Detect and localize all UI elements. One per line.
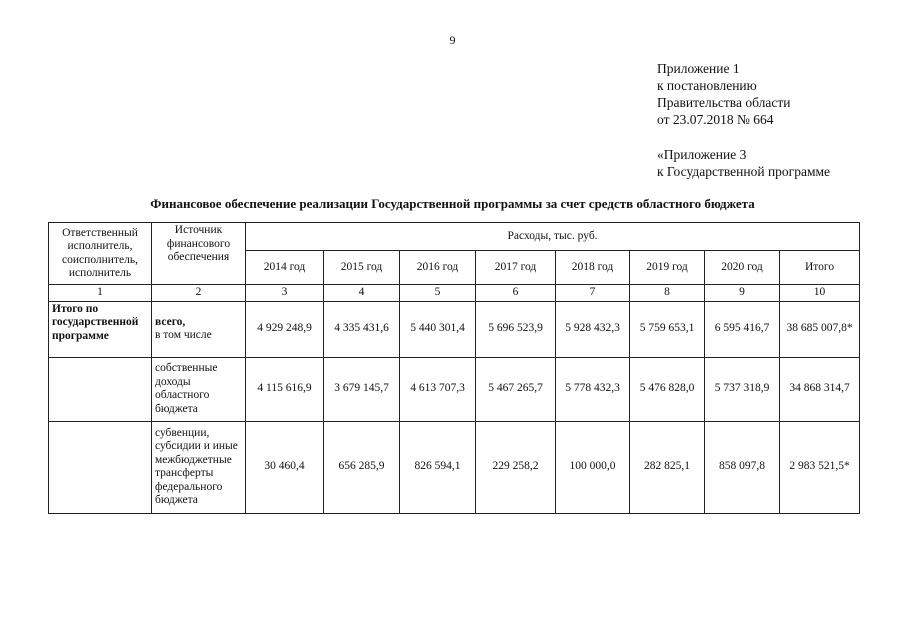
header-year: 2017 год [476,251,556,285]
column-number: 1 [49,285,152,302]
column-number: 6 [476,285,556,302]
value-cell: 656 285,9 [324,421,400,513]
value-cell: 4 115 616,9 [246,357,324,421]
value-cell: 229 258,2 [476,421,556,513]
value-cell: 5 696 523,9 [476,301,556,357]
header-year: 2015 год [324,251,400,285]
column-number: 3 [246,285,324,302]
value-cell: 826 594,1 [400,421,476,513]
total-cell: 38 685 007,8* [780,301,860,357]
total-cell: 34 868 314,7 [780,357,860,421]
appendix-line: Правительства области [657,95,791,110]
appendix-line: Приложение 1 [657,61,740,76]
appendix-line: к Государственной программе [657,164,831,179]
value-cell: 4 929 248,9 [246,301,324,357]
executor-cell [49,357,152,421]
column-number: 9 [705,285,780,302]
value-cell: 3 679 145,7 [324,357,400,421]
column-number: 2 [152,285,246,302]
appendix-line: к постановлению [657,78,757,93]
value-cell: 6 595 416,7 [705,301,780,357]
source-cell: собственные доходы областного бюджета [152,357,246,421]
column-number: 8 [630,285,705,302]
header-executor: Ответственный исполнитель, соисполнитель, исполнитель [49,223,152,285]
header-expenses: Расходы, тыс. руб. [246,223,860,251]
appendix-block [657,60,830,180]
value-cell: 30 460,4 [246,421,324,513]
value-cell: 5 928 432,3 [556,301,630,357]
value-cell: 4 613 707,3 [400,357,476,421]
header-year: 2019 год [630,251,705,285]
source-cell: субвенции, субсидии и иные межбюджетные трансферты федерального бюджета [152,421,246,513]
column-number-row [49,285,860,302]
table-row [49,421,860,513]
column-number: 4 [324,285,400,302]
header-source: Источник финансового обеспечения [152,223,246,285]
table-row [49,301,860,357]
source-text: в том числе [155,329,212,341]
total-cell: 2 983 521,5* [780,421,860,513]
header-row [49,223,860,251]
table-row [49,357,860,421]
header-year: 2014 год [246,251,324,285]
value-cell: 858 097,8 [705,421,780,513]
value-cell: 5 467 265,7 [476,357,556,421]
value-cell: 100 000,0 [556,421,630,513]
value-cell: 282 825,1 [630,421,705,513]
column-number: 5 [400,285,476,302]
column-number: 7 [556,285,630,302]
executor-cell [49,421,152,513]
document-title: Финансовое обеспечение реализации Государственной программы за счет средств областного бюджета [150,196,755,211]
source-cell [152,301,246,357]
value-cell: 5 759 653,1 [630,301,705,357]
value-cell: 4 335 431,6 [324,301,400,357]
appendix-line: «Приложение 3 [657,147,747,162]
header-total: Итого [780,251,860,285]
page-number: 9 [449,33,456,47]
header-year: 2016 год [400,251,476,285]
executor-cell: Итого по государственной программе [49,301,152,357]
column-number: 10 [780,285,860,302]
value-cell: 5 737 318,9 [705,357,780,421]
header-year: 2018 год [556,251,630,285]
source-bold: всего, [155,315,186,328]
appendix-line: от 23.07.2018 № 664 [657,112,774,127]
finance-table [48,222,860,514]
value-cell: 5 440 301,4 [400,301,476,357]
value-cell: 5 778 432,3 [556,357,630,421]
header-year: 2020 год [705,251,780,285]
value-cell: 5 476 828,0 [630,357,705,421]
